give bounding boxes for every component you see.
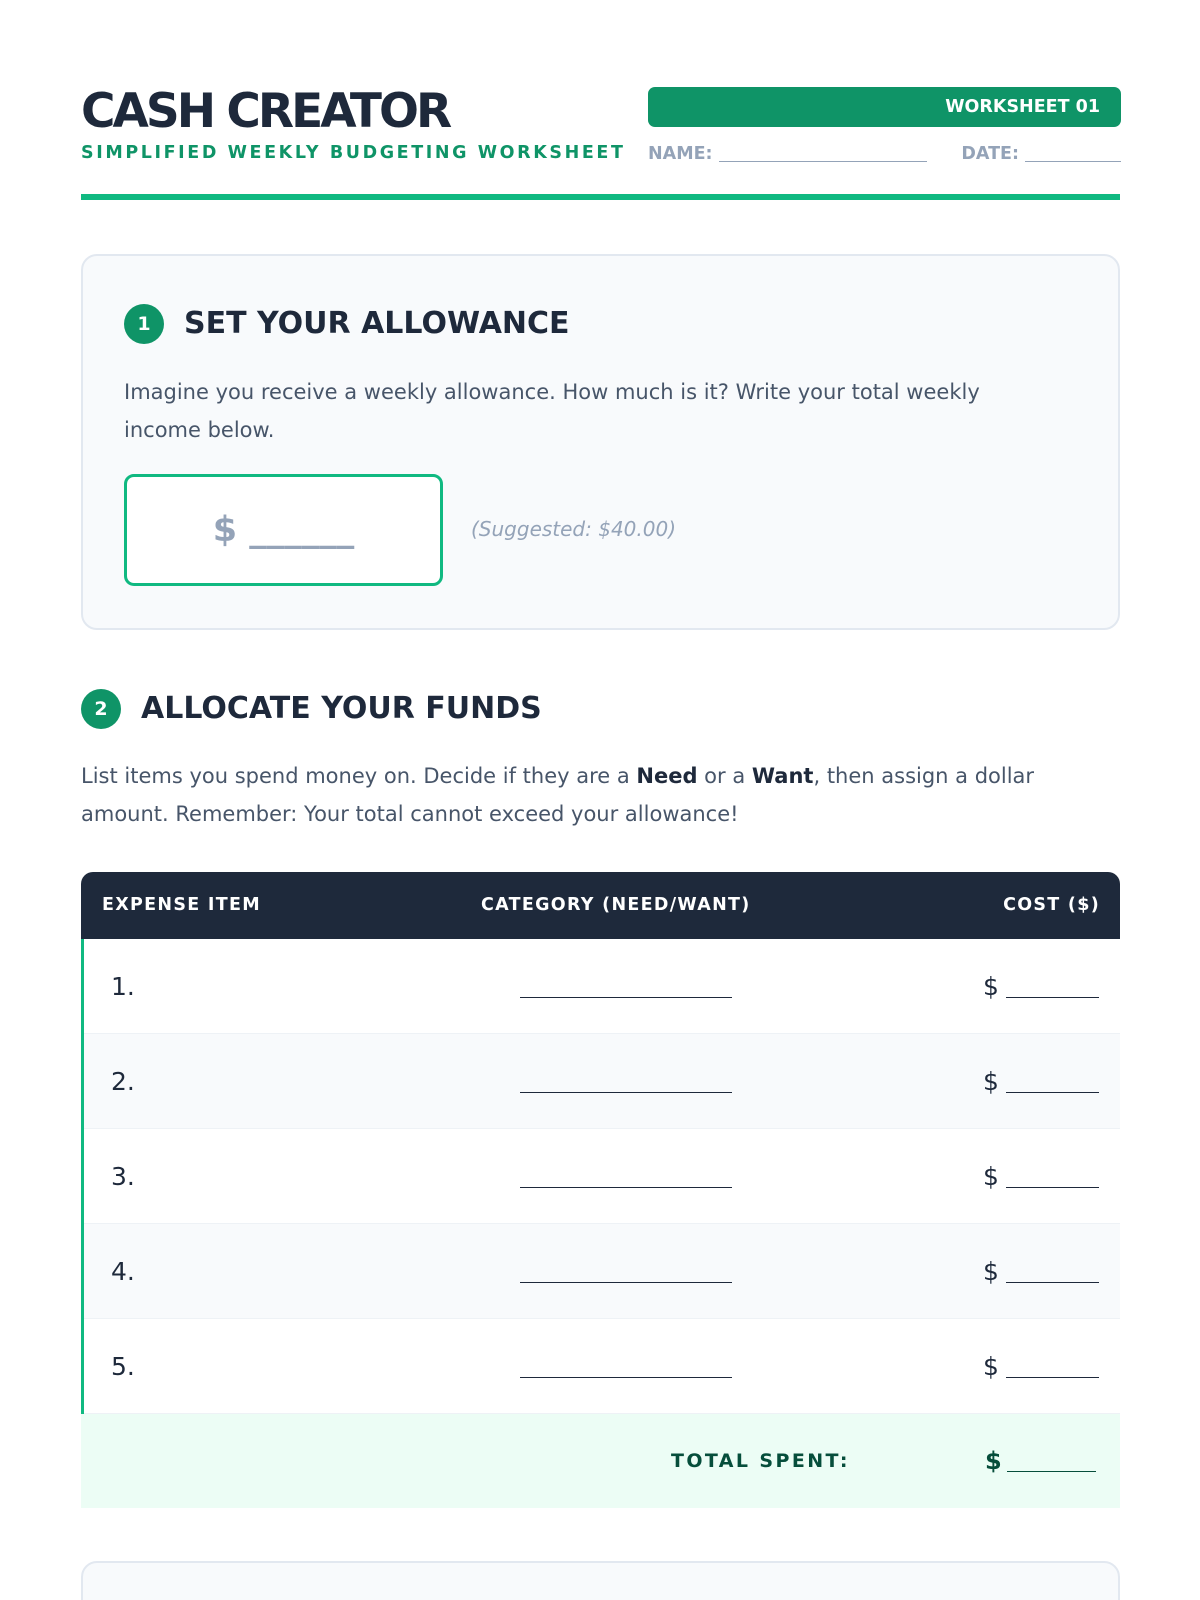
cost-currency: $ (983, 1257, 999, 1286)
cost-blank[interactable] (1006, 1377, 1099, 1378)
date-label: DATE: (961, 144, 1019, 164)
category-blank[interactable] (520, 1282, 732, 1283)
total-spent-label: TOTAL SPENT: (671, 1450, 850, 1472)
want-keyword: Want (751, 764, 814, 788)
name-field[interactable] (648, 142, 927, 166)
step-1-instructions: Imagine you receive a weekly allowance. How much is it? Write your total weekly income below. (124, 380, 980, 442)
expense-table (81, 872, 1120, 1508)
table-row (84, 1224, 1120, 1319)
total-row (81, 1414, 1120, 1508)
worksheet-badge: WORKSHEET 01 (648, 87, 1121, 127)
category-blank[interactable] (520, 997, 732, 998)
category-blank[interactable] (520, 1092, 732, 1093)
cost-currency: $ (983, 1352, 999, 1381)
column-header-category: CATEGORY (NEED/WANT) (481, 895, 751, 915)
step-2-title: ALLOCATE YOUR FUNDS (141, 691, 542, 726)
total-currency: $ (985, 1447, 1002, 1475)
column-header-expense-item: EXPENSE ITEM (102, 895, 261, 915)
step-1-title: SET YOUR ALLOWANCE (184, 306, 570, 341)
cost-blank[interactable] (1006, 1092, 1099, 1093)
meta-row (648, 142, 1121, 166)
step-2-instructions: List items you spend money on. Decide if they are a Need or a Want, then assign a dollar amount. Remember: Your total cannot exceed your allowance! (81, 764, 1035, 826)
category-blank[interactable] (520, 1377, 732, 1378)
table-row (84, 1129, 1120, 1224)
table-row (84, 1319, 1120, 1414)
suggested-amount: (Suggested: $40.00) (471, 517, 677, 541)
allowance-card (81, 254, 1120, 630)
table-header (81, 872, 1120, 939)
cost-currency: $ (983, 1162, 999, 1191)
next-section-card (81, 1561, 1120, 1600)
row-number: 4. (111, 1257, 135, 1286)
page-subtitle: SIMPLIFIED WEEKLY BUDGETING WORKSHEET (81, 143, 626, 163)
step-1-badge: 1 (124, 304, 164, 344)
table-row (84, 1034, 1120, 1129)
column-header-cost: COST ($) (1003, 895, 1100, 915)
name-blank-line[interactable] (719, 142, 927, 162)
cost-blank[interactable] (1006, 1187, 1099, 1188)
name-label: NAME: (648, 144, 713, 164)
row-number: 3. (111, 1162, 135, 1191)
cost-blank[interactable] (1006, 997, 1099, 998)
allowance-input[interactable]: $ ______ (124, 474, 443, 586)
cost-currency: $ (983, 1067, 999, 1096)
table-row (84, 939, 1120, 1034)
table-body (81, 939, 1120, 1414)
step-2-badge: 2 (81, 689, 121, 729)
cost-blank[interactable] (1006, 1282, 1099, 1283)
cost-currency: $ (983, 972, 999, 1001)
date-field[interactable] (961, 142, 1121, 166)
row-number: 5. (111, 1352, 135, 1381)
row-number: 1. (111, 972, 135, 1001)
page-title: CASH CREATOR (81, 84, 450, 139)
total-blank[interactable] (1007, 1471, 1096, 1472)
category-blank[interactable] (520, 1187, 732, 1188)
worksheet-header (81, 86, 1120, 200)
need-keyword: Need (636, 764, 698, 788)
date-blank-line[interactable] (1025, 142, 1121, 162)
row-number: 2. (111, 1067, 135, 1096)
